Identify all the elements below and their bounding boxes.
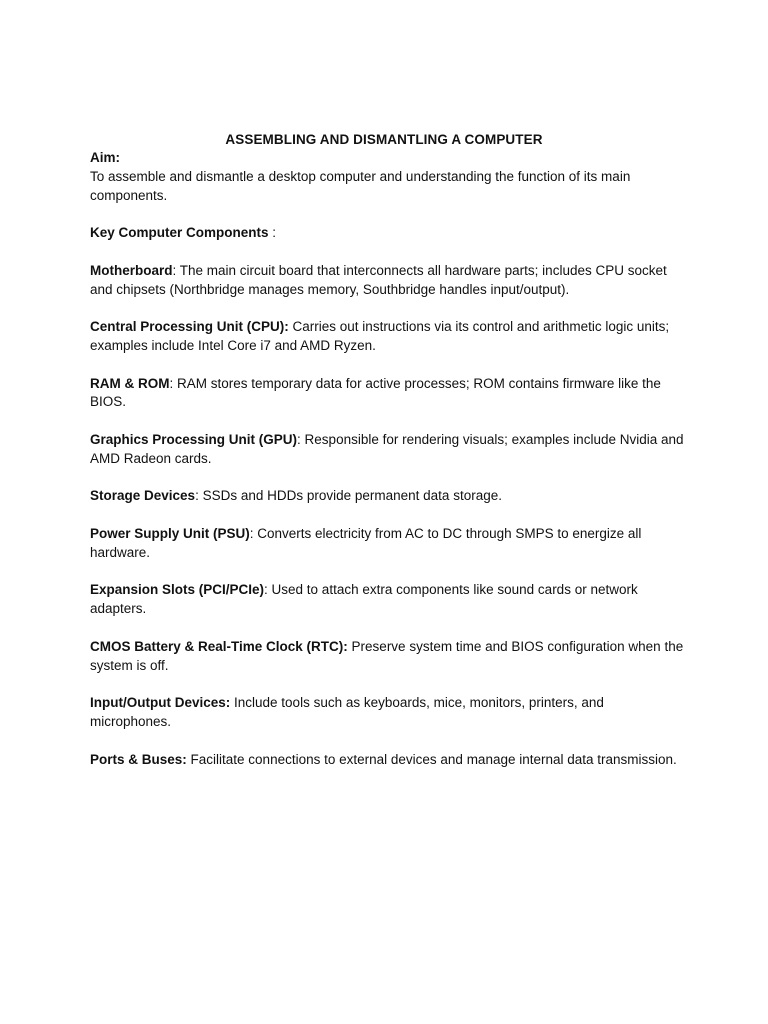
- component-term: Graphics Processing Unit (GPU): [90, 431, 298, 447]
- component-description: : RAM stores temporary data for active processes; ROM contains firmware like the BIOS.: [90, 375, 661, 410]
- component-term: Central Processing Unit (CPU):: [90, 319, 289, 335]
- aim-text: To assemble and dismantle a desktop computer and understanding the function of its main components.: [90, 168, 631, 203]
- components-heading: Key Computer Components: [90, 225, 269, 241]
- component-description: Carries out instructions via its control and arithmetic logic units; examples include Intel Core i7 and AMD Ryzen.: [90, 319, 670, 353]
- document-body: [90, 149, 685, 769]
- component-term: Motherboard: [90, 262, 173, 278]
- component-term: Expansion Slots (PCI/PCIe): [90, 582, 265, 598]
- component-term: Power Supply Unit (PSU): [90, 525, 250, 541]
- component-item-psu: [90, 525, 685, 563]
- component-item-ram-rom: [90, 375, 685, 413]
- component-term: RAM & ROM: [90, 375, 170, 391]
- document-title: ASSEMBLING AND DISMANTLING A COMPUTER: [225, 132, 543, 147]
- component-description: : SSDs and HDDs provide permanent data storage.: [195, 488, 502, 504]
- component-description: : Responsible for rendering visuals; examples include Nvidia and AMD Radeon cards.: [90, 431, 684, 466]
- components-heading-suffix: :: [268, 225, 277, 241]
- components-heading-paragraph: [90, 224, 685, 243]
- component-item-cpu: [90, 318, 685, 356]
- component-description: Facilitate connections to external devices and manage internal data transmission.: [186, 751, 677, 767]
- component-description: : Converts electricity from AC to DC through SMPS to energize all hardware.: [90, 525, 642, 560]
- component-description: Include tools such as keyboards, mice, monitors, printers, and microphones.: [90, 695, 604, 729]
- aim-label: Aim:: [90, 150, 120, 165]
- component-description: : Used to attach extra components like sound cards or network adapters.: [90, 582, 638, 617]
- component-term: Ports & Buses:: [90, 751, 187, 767]
- component-item-expansion-slots: [90, 581, 685, 619]
- component-item-ports-buses: [90, 751, 685, 770]
- component-item-io-devices: [90, 694, 685, 732]
- component-term: Input/Output Devices:: [90, 695, 231, 711]
- component-item-cmos-rtc: [90, 638, 685, 676]
- component-description: : The main circuit board that interconnects all hardware parts; includes CPU socket and chipsets (Northbridge manages memory, Southbridge handles input/output).: [90, 262, 667, 297]
- component-item-gpu: [90, 431, 685, 469]
- component-description: Preserve system time and BIOS configuration when the system is off.: [90, 638, 684, 673]
- component-term: Storage Devices: [90, 488, 196, 504]
- component-term: CMOS Battery & Real-Time Clock (RTC):: [90, 638, 348, 654]
- component-item-motherboard: [90, 262, 685, 300]
- component-item-storage: [90, 487, 685, 506]
